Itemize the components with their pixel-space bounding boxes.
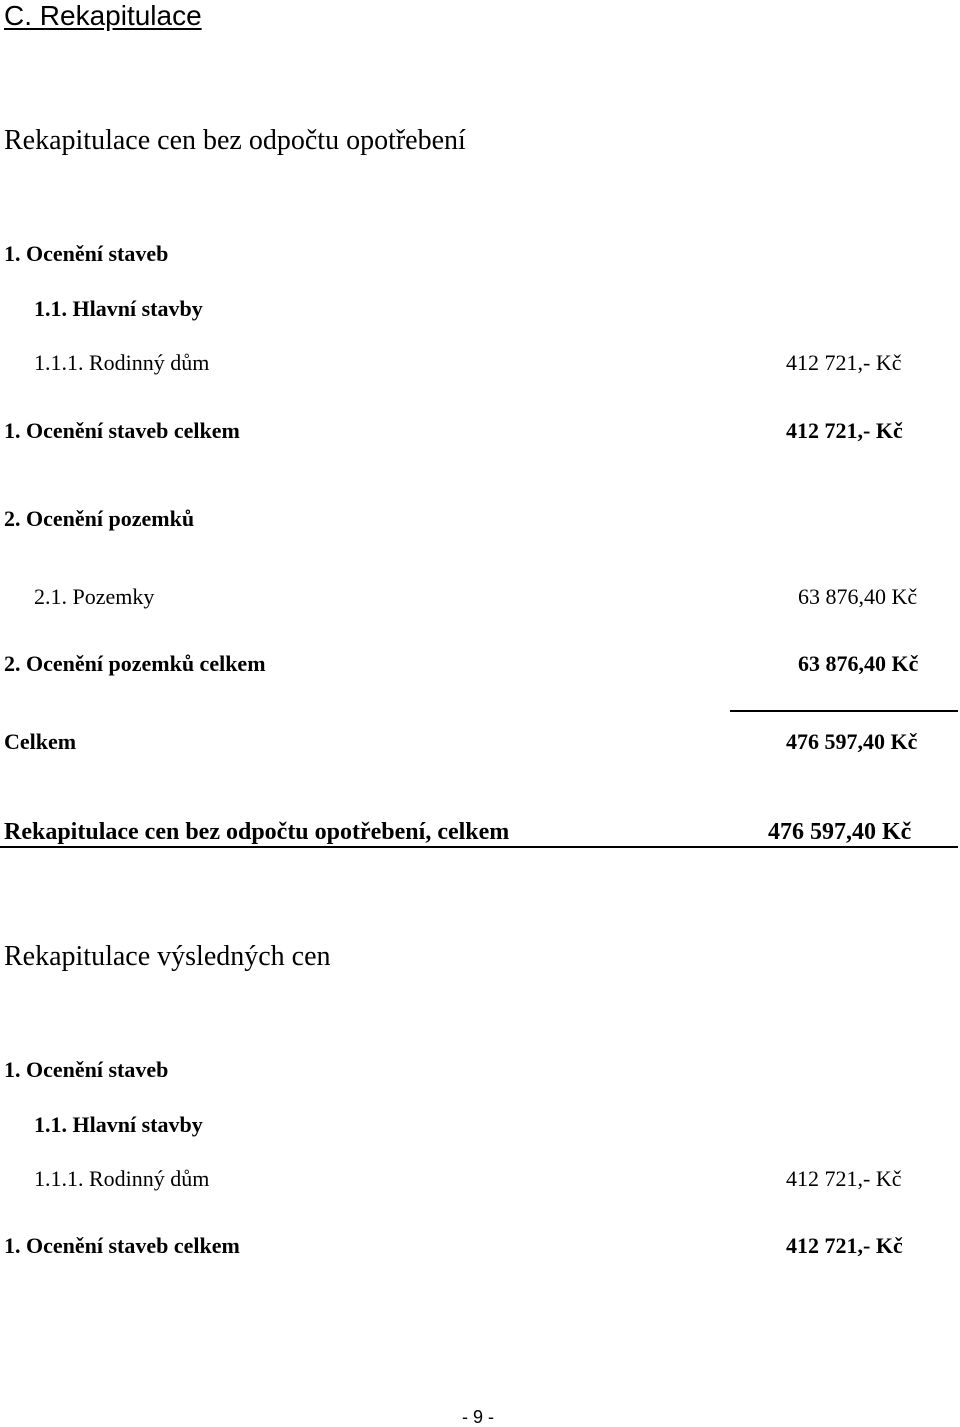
p1-grand-total-label: Rekapitulace cen bez odpočtu opotřebení, celkem (4, 819, 510, 845)
p1-main-buildings-label: 1.1. Hlavní stavby (34, 296, 203, 321)
p1-family-house-label: 1.1.1. Rodinný dům (34, 350, 210, 375)
sum-divider (730, 710, 958, 712)
p2-main-buildings-label: 1.1. Hlavní stavby (34, 1112, 203, 1137)
section-title: C. Rekapitulace (4, 0, 202, 31)
p1-total-label: Celkem (4, 729, 77, 754)
p1-plots-label: 2.1. Pozemky (34, 584, 155, 609)
p1-family-house-value: 412 721,- Kč (786, 350, 902, 375)
p1-buildings-total-label: 1. Ocenění staveb celkem (4, 418, 240, 443)
p2-buildings-total-value: 412 721,- Kč (786, 1233, 903, 1258)
p2-buildings-total-label: 1. Ocenění staveb celkem (4, 1233, 240, 1258)
page-number: - 9 - (462, 1407, 495, 1427)
heading-final-prices: Rekapitulace výsledných cen (4, 941, 331, 972)
p1-land-total-value: 63 876,40 Kč (798, 651, 919, 676)
p1-buildings-label: 1. Ocenění staveb (4, 241, 169, 266)
p1-buildings-total-value: 412 721,- Kč (786, 418, 903, 443)
p1-land-total-label: 2. Ocenění pozemků celkem (4, 651, 266, 676)
p1-total-value: 476 597,40 Kč (786, 729, 918, 754)
p1-grand-total-value: 476 597,40 Kč (768, 819, 912, 845)
p1-plots-value: 63 876,40 Kč (798, 584, 918, 609)
grand-total-underline (0, 846, 958, 848)
p2-buildings-label: 1. Ocenění staveb (4, 1057, 169, 1082)
p2-family-house-label: 1.1.1. Rodinný dům (34, 1166, 210, 1191)
p2-family-house-value: 412 721,- Kč (786, 1166, 902, 1191)
p1-land-label: 2. Ocenění pozemků (4, 506, 195, 531)
heading-costs-without-depreciation: Rekapitulace cen bez odpočtu opotřebení (4, 125, 466, 156)
